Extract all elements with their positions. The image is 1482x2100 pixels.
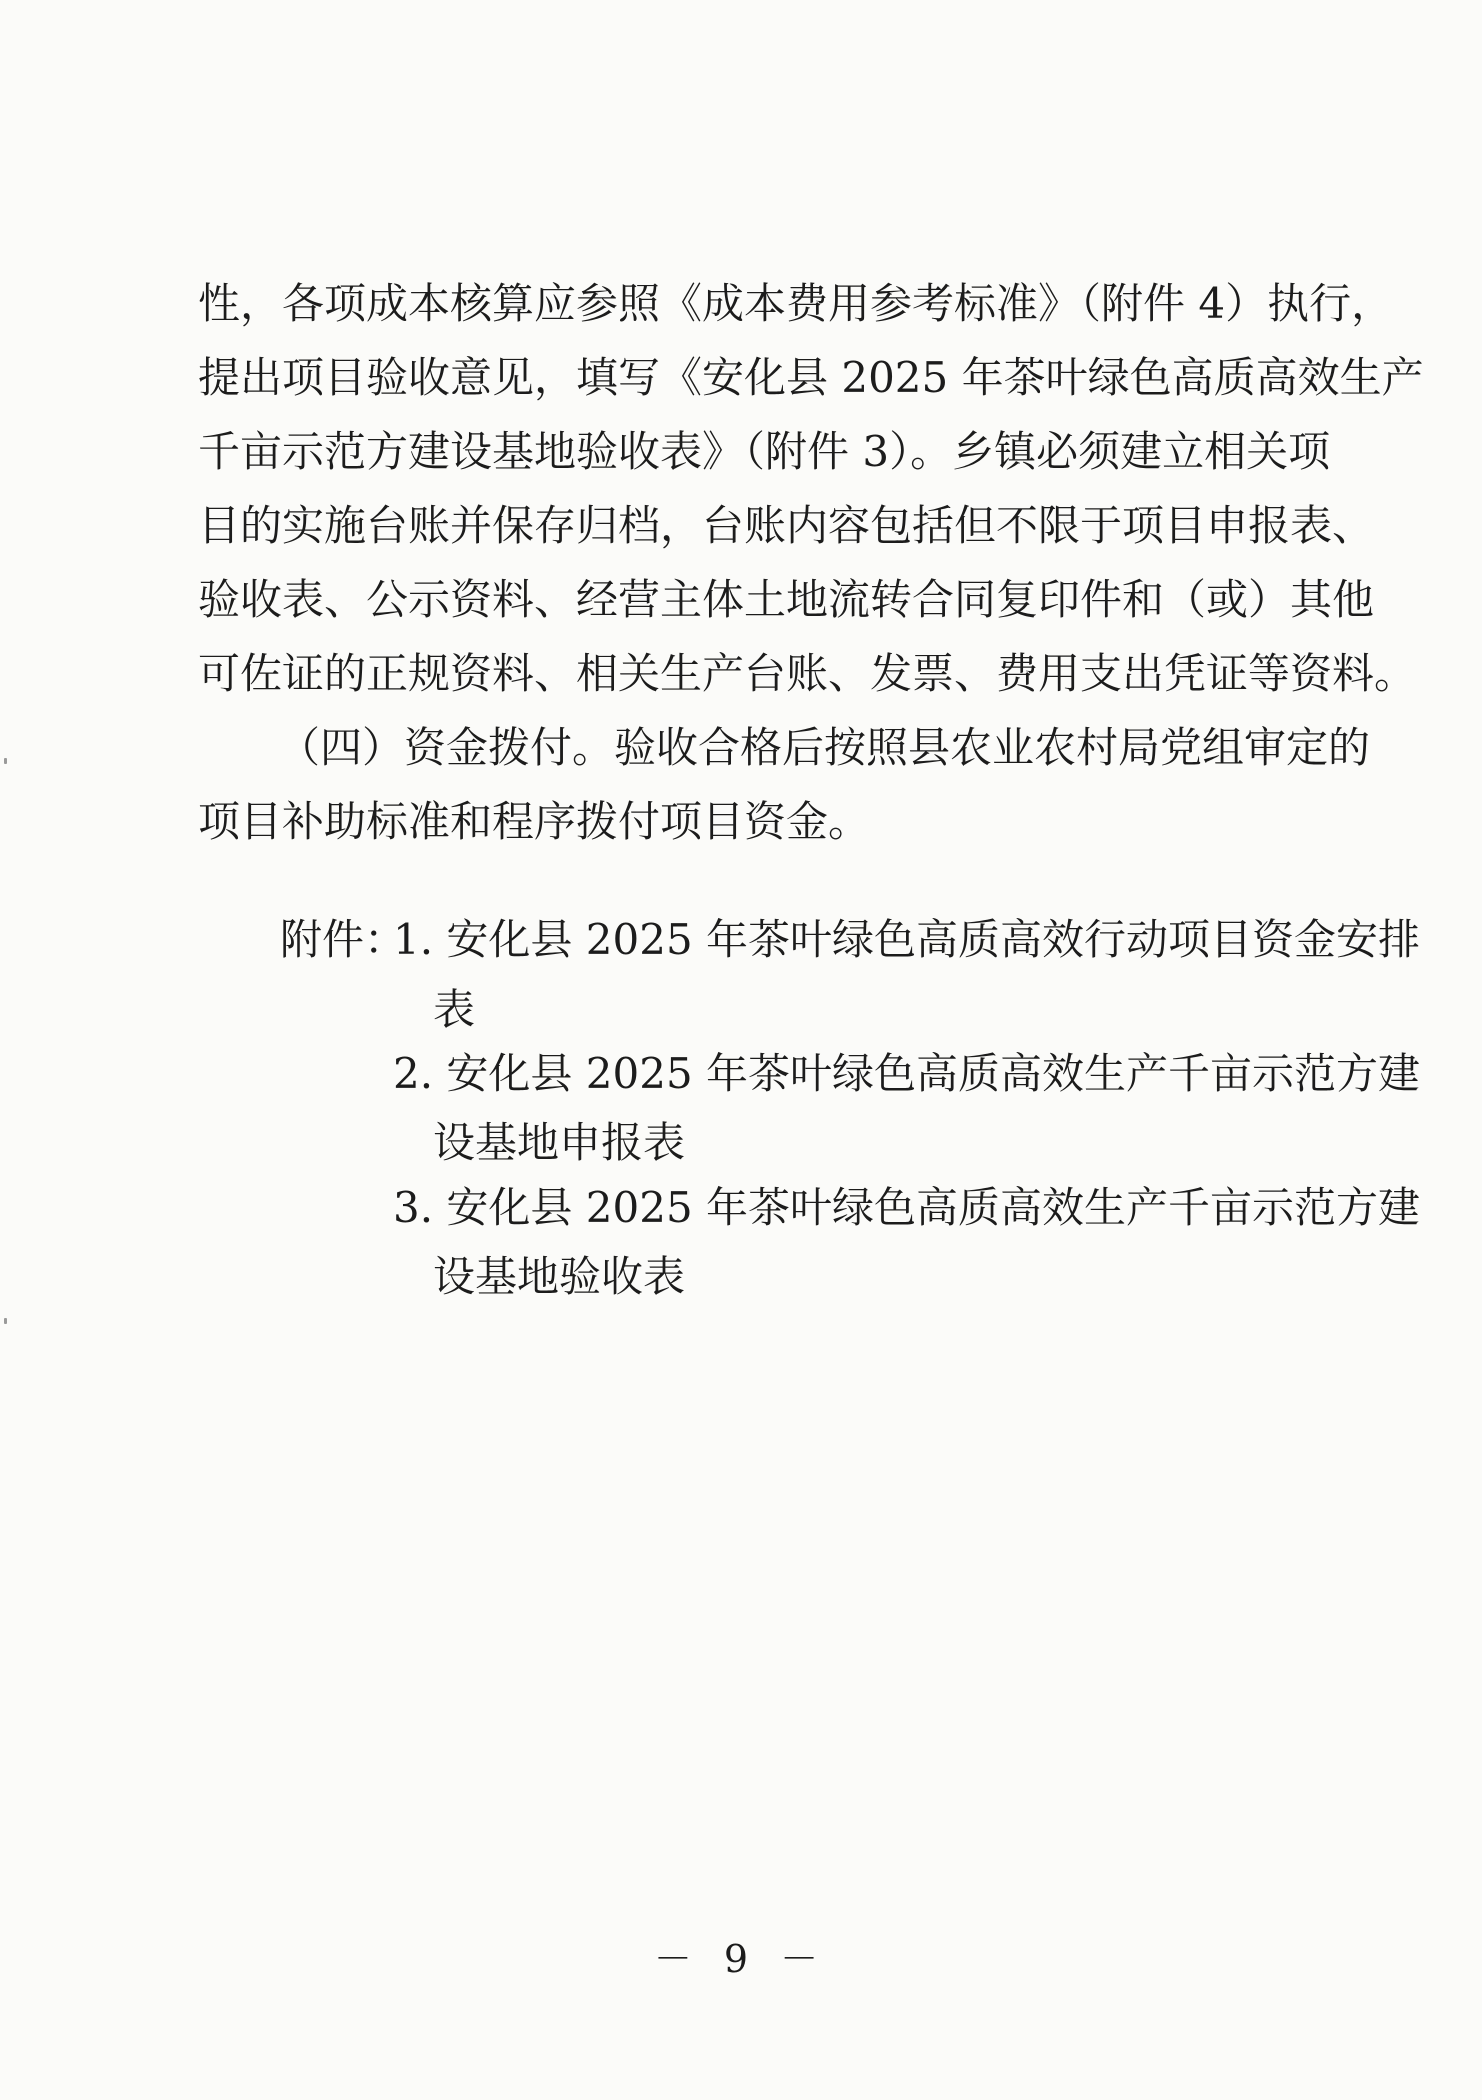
paragraph-line: 可佐证的正规资料、相关生产台账、发票、费用支出凭证等资料。 [198,649,1417,698]
scan-mark [4,1318,7,1324]
paragraph-line: 千亩示范方建设基地验收表》（附件 3）。乡镇必须建立相关项 [198,427,1331,476]
paragraph-line: 性，各项成本核算应参照《成本费用参考标准》（附件 4）执行， [198,279,1394,328]
paragraph-line: 目的实施台账并保存归档，台账内容包括但不限于项目申报表、 [198,501,1375,550]
attachments-label: 附件： [280,915,407,964]
attachment-item-line: 设基地验收表 [433,1252,686,1301]
attachment-item-line: 3. 安化县 2025 年茶叶绿色高质高效生产千亩示范方建 [393,1183,1421,1232]
scan-mark [4,758,7,764]
paragraph-line: 提出项目验收意见，填写《安化县 2025 年茶叶绿色高质高效生产 [198,353,1424,402]
paragraph-line: 验收表、公示资料、经营主体土地流转合同复印件和（或）其他 [198,575,1375,624]
attachment-item-line: 设基地申报表 [433,1118,686,1167]
attachment-item-line: 2. 安化县 2025 年茶叶绿色高质高效生产千亩示范方建 [393,1049,1421,1098]
attachment-item-line: 表 [433,985,476,1034]
attachment-item-line: 1. 安化县 2025 年茶叶绿色高质高效行动项目资金安排 [393,915,1421,964]
page-number: － 9 － [653,1937,829,1981]
paragraph-line: 项目补助标准和程序拨付项目资金。 [198,797,871,846]
paragraph-line: （四）资金拨付。验收合格后按照县农业农村局党组审定的 [278,723,1371,772]
